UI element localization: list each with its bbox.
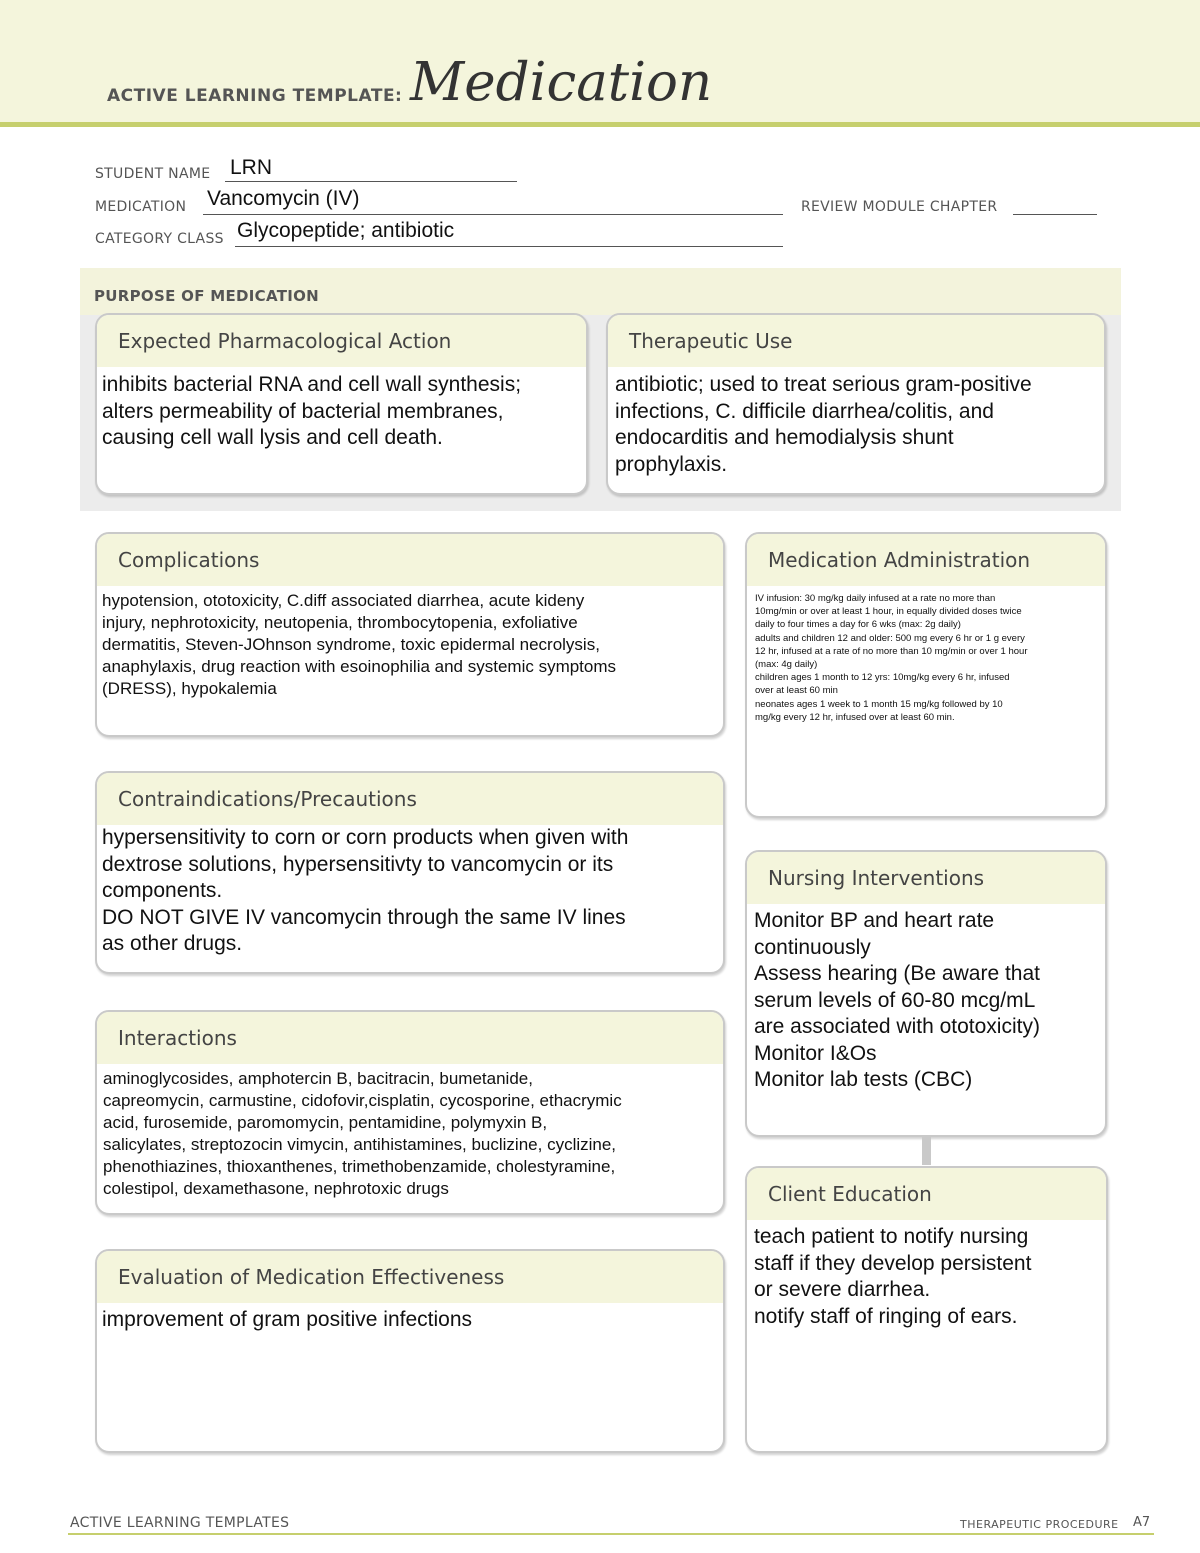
- evaluation-title: Evaluation of Medication Effectiveness: [97, 1251, 723, 1303]
- student-name-line: [225, 181, 517, 182]
- client-education-title: Client Education: [747, 1168, 1106, 1220]
- category-class-label: CATEGORY CLASS: [95, 231, 224, 247]
- administration-card: [745, 532, 1107, 818]
- client-education-card: [745, 1166, 1108, 1453]
- interactions-card: [95, 1010, 725, 1215]
- complications-title: Complications: [97, 534, 723, 586]
- contraindications-text[interactable]: hypersensitivity to corn or corn products when given with dextrose solutions, hypersensitivty to vancomycin or its components. DO NOT GIVE IV vancomycin through the same IV lines as other drugs.: [102, 826, 629, 955]
- medication-line: [203, 214, 783, 215]
- footer-left-label: ACTIVE LEARNING TEMPLATES: [70, 1515, 290, 1531]
- evaluation-card: [95, 1249, 725, 1453]
- therapeutic-use-title: Therapeutic Use: [608, 315, 1104, 367]
- client-education-text[interactable]: teach patient to notify nursing staff if they develop persistent or severe diarrhea. notify staff of ringing of ears.: [754, 1225, 1032, 1328]
- student-name-field[interactable]: LRN: [230, 156, 273, 179]
- nursing-interventions-title: Nursing Interventions: [747, 852, 1105, 904]
- footer-rule: [68, 1533, 1154, 1535]
- expected-action-title: Expected Pharmacological Action: [97, 315, 586, 367]
- complications-text[interactable]: hypotension, ototoxicity, C.diff associated diarrhea, acute kideny injury, nephrotoxicity, neutopenia, thrombocytopenia, exfoliative dermatitis, Steven-JOhnson syndrome, toxic epidermal necrolysis, anaphylaxis, drug reaction with esoinophilia and systemic symptoms (DRESS), hypokalemia: [102, 591, 617, 698]
- page-number: A7: [1133, 1515, 1151, 1530]
- evaluation-text[interactable]: improvement of gram positive infections: [102, 1308, 472, 1331]
- student-name-label: STUDENT NAME: [95, 166, 211, 182]
- expected-action-text[interactable]: inhibits bacterial RNA and cell wall synthesis; alters permeability of bacterial membranes, causing cell wall lysis and cell death.: [102, 373, 522, 449]
- medication-field[interactable]: Vancomycin (IV): [207, 187, 360, 210]
- category-class-field[interactable]: Glycopeptide; antibiotic: [237, 219, 455, 242]
- administration-title: Medication Administration: [747, 534, 1105, 586]
- template-label: ACTIVE LEARNING TEMPLATE:: [107, 86, 403, 106]
- nursing-interventions-text[interactable]: Monitor BP and heart rate continuously Assess hearing (Be aware that serum levels of 60-80 mcg/mL are associated with ototoxicity) Monitor I&Os Monitor lab tests (CBC): [754, 909, 1040, 1091]
- review-module-line: [1013, 214, 1097, 215]
- therapeutic-use-text[interactable]: antibiotic; used to treat serious gram-positive infections, C. difficile diarrhea/colitis, and endocarditis and hemodialysis shunt prophylaxis.: [615, 373, 1032, 476]
- category-class-line: [235, 246, 783, 247]
- complications-card: [95, 532, 725, 737]
- header-rule: [0, 122, 1200, 127]
- template-title: Medication: [410, 52, 713, 113]
- interactions-title: Interactions: [97, 1012, 723, 1064]
- medication-label: MEDICATION: [95, 199, 187, 215]
- nursing-interventions-card: [745, 850, 1107, 1137]
- interactions-text[interactable]: aminoglycosides, amphotercin B, bacitracin, bumetanide, capreomycin, carmustine, cidofovir,cisplatin, cycosporine, ethacrymic acid, furosemide, paromomycin, pentamidine, polymyxin B, salicylates, streptozocin vimycin, antihistamines, buclizine, cyclizine, phenothiazines, thioxanthenes, trimethobenzamide, cholestyramine, colestipol, dexamethasone, nephrotoxic drugs: [103, 1069, 622, 1198]
- footer-right-label: THERAPEUTIC PROCEDURE: [960, 1518, 1119, 1531]
- contraindications-title: Contraindications/Precautions: [97, 773, 723, 825]
- review-module-label: REVIEW MODULE CHAPTER: [801, 199, 998, 215]
- expected-action-card: [95, 313, 588, 495]
- purpose-section-title: PURPOSE OF MEDICATION: [94, 287, 320, 305]
- connector-bar: [922, 1135, 931, 1165]
- administration-text[interactable]: IV infusion: 30 mg/kg daily infused at a rate no more than 10mg/min or over at least 1 hour, in equally divided doses twice daily to four times a day for 6 wks (max: 2g daily) adults and children 12 and older: 500 mg every 6 hr or 1 g every 12 hr, infused at a rate of no more than 10 mg/min or over 1 hour (max: 4g daily) children ages 1 month to 12 yrs: 10mg/kg every 6 hr, infused over at least 60 min neonates ages 1 week to 1 month 15 mg/kg followed by 10 mg/kg every 12 hr, infused over at least 60 min.: [755, 593, 1028, 723]
- contraindications-card: [95, 771, 725, 974]
- therapeutic-use-card: [606, 313, 1106, 495]
